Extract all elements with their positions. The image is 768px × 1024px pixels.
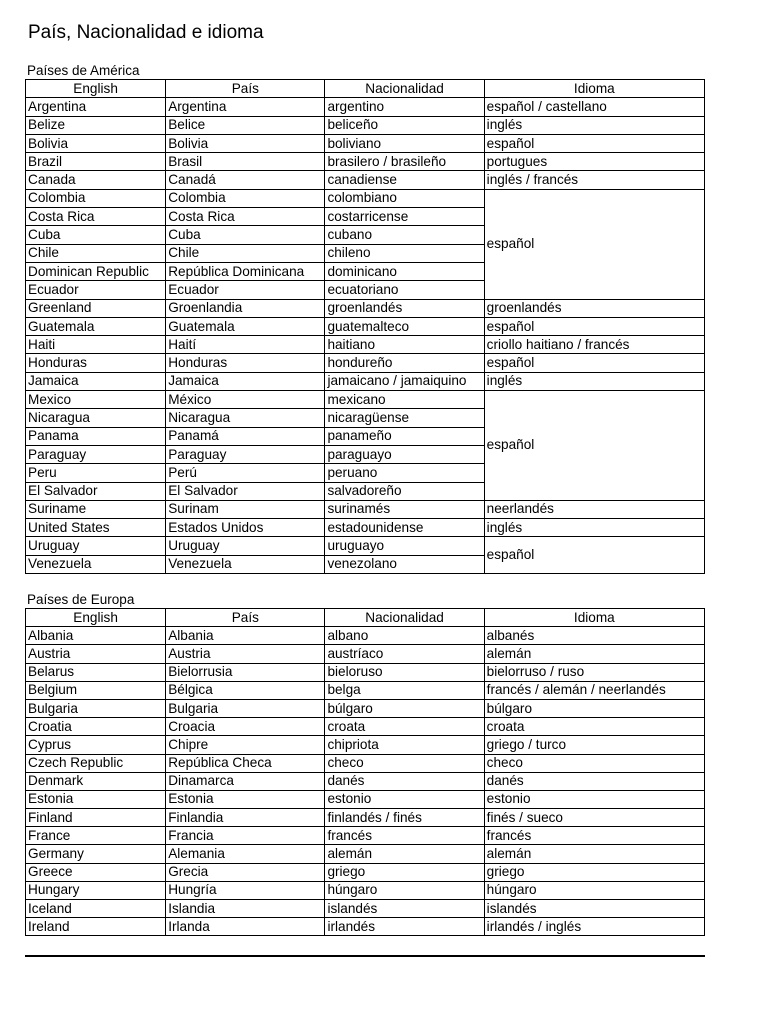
america-table — [25, 79, 705, 574]
header-english: English — [26, 80, 166, 98]
table-row — [26, 900, 705, 918]
cell-idioma: inglés — [484, 519, 704, 537]
bottom-divider — [25, 955, 705, 957]
cell-pais: El Salvador — [166, 482, 325, 500]
cell-nacionalidad: albano — [325, 627, 484, 645]
cell-idioma: inglés / francés — [484, 171, 704, 189]
cell-english: Albania — [26, 627, 166, 645]
cell-nacionalidad: beliceño — [325, 116, 484, 134]
table-row — [26, 372, 705, 390]
cell-nacionalidad: cubano — [325, 226, 484, 244]
table-row — [26, 519, 705, 537]
cell-idioma: criollo haitiano / francés — [484, 336, 704, 354]
cell-english: Cyprus — [26, 736, 166, 754]
cell-pais: Surinam — [166, 500, 325, 518]
cell-idioma: albanés — [484, 627, 704, 645]
cell-english: Denmark — [26, 772, 166, 790]
cell-nacionalidad: bieloruso — [325, 663, 484, 681]
cell-pais: Venezuela — [166, 555, 325, 573]
cell-nacionalidad: francés — [325, 827, 484, 845]
cell-pais: Dinamarca — [166, 772, 325, 790]
cell-nacionalidad: paraguayo — [325, 445, 484, 463]
cell-pais: Hungría — [166, 881, 325, 899]
cell-english: Belarus — [26, 663, 166, 681]
cell-english: Costa Rica — [26, 208, 166, 226]
europe-section — [25, 592, 705, 936]
cell-english: Chile — [26, 244, 166, 262]
cell-nacionalidad: islandés — [325, 900, 484, 918]
cell-pais: Uruguay — [166, 537, 325, 555]
cell-idioma: francés — [484, 827, 704, 845]
cell-idioma: francés / alemán / neerlandés — [484, 681, 704, 699]
cell-nacionalidad: uruguayo — [325, 537, 484, 555]
cell-nacionalidad: danés — [325, 772, 484, 790]
table-row — [26, 153, 705, 171]
cell-english: United States — [26, 519, 166, 537]
cell-pais: Groenlandia — [166, 299, 325, 317]
cell-pais: Colombia — [166, 189, 325, 207]
header-nacionalidad: Nacionalidad — [325, 609, 484, 627]
header-english: English — [26, 609, 166, 627]
cell-english: Jamaica — [26, 372, 166, 390]
cell-nacionalidad: ecuatoriano — [325, 281, 484, 299]
cell-english: Belize — [26, 116, 166, 134]
cell-idioma: groenlandés — [484, 299, 704, 317]
cell-nacionalidad: austríaco — [325, 645, 484, 663]
cell-english: Greece — [26, 863, 166, 881]
table-row — [26, 336, 705, 354]
cell-pais: Ecuador — [166, 281, 325, 299]
cell-nacionalidad: brasilero / brasileño — [325, 153, 484, 171]
cell-idioma: neerlandés — [484, 500, 704, 518]
cell-idioma: irlandés / inglés — [484, 918, 704, 936]
table-row — [26, 790, 705, 808]
cell-nacionalidad: búlgaro — [325, 699, 484, 717]
cell-nacionalidad: guatemalteco — [325, 317, 484, 335]
cell-nacionalidad: boliviano — [325, 134, 484, 152]
cell-nacionalidad: surinamés — [325, 500, 484, 518]
cell-english: Bulgaria — [26, 699, 166, 717]
table-row — [26, 317, 705, 335]
cell-pais: Argentina — [166, 98, 325, 116]
cell-pais: Paraguay — [166, 445, 325, 463]
cell-pais: Bélgica — [166, 681, 325, 699]
cell-nacionalidad: salvadoreño — [325, 482, 484, 500]
header-row — [26, 609, 705, 627]
europe-table — [25, 608, 705, 936]
cell-pais: Costa Rica — [166, 208, 325, 226]
cell-pais: Perú — [166, 464, 325, 482]
table-row — [26, 500, 705, 518]
cell-nacionalidad: colombiano — [325, 189, 484, 207]
table-row — [26, 645, 705, 663]
cell-idioma: croata — [484, 718, 704, 736]
cell-pais: Islandia — [166, 900, 325, 918]
cell-idioma: español — [484, 189, 704, 299]
table-row — [26, 881, 705, 899]
cell-idioma: inglés — [484, 116, 704, 134]
cell-nacionalidad: estonio — [325, 790, 484, 808]
cell-nacionalidad: chileno — [325, 244, 484, 262]
cell-english: Haiti — [26, 336, 166, 354]
cell-pais: República Checa — [166, 754, 325, 772]
cell-idioma: español — [484, 391, 704, 501]
cell-english: Suriname — [26, 500, 166, 518]
cell-idioma: estonio — [484, 790, 704, 808]
cell-pais: Brasil — [166, 153, 325, 171]
europe-rows — [26, 627, 705, 936]
cell-english: Czech Republic — [26, 754, 166, 772]
header-pais: País — [166, 80, 325, 98]
cell-nacionalidad: alemán — [325, 845, 484, 863]
cell-idioma: checo — [484, 754, 704, 772]
table-row — [26, 809, 705, 827]
cell-nacionalidad: estadounidense — [325, 519, 484, 537]
cell-nacionalidad: venezolano — [325, 555, 484, 573]
table-row — [26, 699, 705, 717]
cell-pais: Francia — [166, 827, 325, 845]
cell-nacionalidad: irlandés — [325, 918, 484, 936]
cell-english: Germany — [26, 845, 166, 863]
cell-pais: Panamá — [166, 427, 325, 445]
cell-pais: Alemania — [166, 845, 325, 863]
cell-english: El Salvador — [26, 482, 166, 500]
cell-pais: Croacia — [166, 718, 325, 736]
cell-pais: Nicaragua — [166, 409, 325, 427]
cell-english: Dominican Republic — [26, 262, 166, 280]
table-row — [26, 537, 705, 555]
cell-nacionalidad: croata — [325, 718, 484, 736]
cell-nacionalidad: griego — [325, 863, 484, 881]
cell-nacionalidad: chipriota — [325, 736, 484, 754]
table-row — [26, 299, 705, 317]
table-row — [26, 189, 705, 207]
cell-nacionalidad: belga — [325, 681, 484, 699]
cell-english: France — [26, 827, 166, 845]
table-row — [26, 863, 705, 881]
table-row — [26, 736, 705, 754]
cell-english: Iceland — [26, 900, 166, 918]
cell-nacionalidad: dominicano — [325, 262, 484, 280]
cell-english: Greenland — [26, 299, 166, 317]
cell-english: Paraguay — [26, 445, 166, 463]
cell-english: Venezuela — [26, 555, 166, 573]
cell-english: Mexico — [26, 391, 166, 409]
page-title: País, Nacionalidad e idioma — [28, 22, 264, 43]
cell-english: Austria — [26, 645, 166, 663]
cell-nacionalidad: panameño — [325, 427, 484, 445]
cell-nacionalidad: groenlandés — [325, 299, 484, 317]
america-section — [25, 63, 705, 574]
table-row — [26, 918, 705, 936]
cell-idioma: español — [484, 537, 704, 574]
cell-english: Belgium — [26, 681, 166, 699]
cell-nacionalidad: checo — [325, 754, 484, 772]
table-row — [26, 116, 705, 134]
cell-english: Uruguay — [26, 537, 166, 555]
cell-english: Hungary — [26, 881, 166, 899]
table-row — [26, 391, 705, 409]
table-row — [26, 98, 705, 116]
cell-english: Finland — [26, 809, 166, 827]
cell-english: Panama — [26, 427, 166, 445]
cell-idioma: inglés — [484, 372, 704, 390]
cell-nacionalidad: nicaragüense — [325, 409, 484, 427]
cell-pais: Finlandia — [166, 809, 325, 827]
table-row — [26, 663, 705, 681]
table-row — [26, 718, 705, 736]
cell-idioma: finés / sueco — [484, 809, 704, 827]
header-idioma: Idioma — [484, 609, 704, 627]
table-row — [26, 681, 705, 699]
cell-english: Canada — [26, 171, 166, 189]
america-caption: Países de América — [27, 63, 140, 78]
cell-english: Cuba — [26, 226, 166, 244]
cell-pais: Bulgaria — [166, 699, 325, 717]
cell-idioma: español — [484, 134, 704, 152]
cell-idioma: bielorruso / ruso — [484, 663, 704, 681]
cell-english: Guatemala — [26, 317, 166, 335]
cell-idioma: danés — [484, 772, 704, 790]
cell-idioma: español — [484, 317, 704, 335]
table-row — [26, 134, 705, 152]
cell-nacionalidad: costarricense — [325, 208, 484, 226]
cell-pais: Grecia — [166, 863, 325, 881]
cell-english: Peru — [26, 464, 166, 482]
cell-english: Croatia — [26, 718, 166, 736]
cell-idioma: islandés — [484, 900, 704, 918]
table-row — [26, 754, 705, 772]
cell-pais: Estados Unidos — [166, 519, 325, 537]
cell-nacionalidad: canadiense — [325, 171, 484, 189]
cell-english: Bolivia — [26, 134, 166, 152]
header-row — [26, 80, 705, 98]
cell-pais: Belice — [166, 116, 325, 134]
cell-nacionalidad: jamaicano / jamaiquino — [325, 372, 484, 390]
cell-nacionalidad: hondureño — [325, 354, 484, 372]
cell-pais: Bielorrusia — [166, 663, 325, 681]
cell-nacionalidad: argentino — [325, 98, 484, 116]
cell-pais: Cuba — [166, 226, 325, 244]
cell-idioma: español / castellano — [484, 98, 704, 116]
header-nacionalidad: Nacionalidad — [325, 80, 484, 98]
cell-idioma: griego / turco — [484, 736, 704, 754]
table-row — [26, 627, 705, 645]
cell-english: Estonia — [26, 790, 166, 808]
cell-english: Ireland — [26, 918, 166, 936]
cell-idioma: portugues — [484, 153, 704, 171]
table-row — [26, 772, 705, 790]
cell-english: Honduras — [26, 354, 166, 372]
cell-pais: Jamaica — [166, 372, 325, 390]
table-row — [26, 827, 705, 845]
cell-idioma: español — [484, 354, 704, 372]
cell-pais: República Dominicana — [166, 262, 325, 280]
header-pais: País — [166, 609, 325, 627]
europe-caption: Países de Europa — [27, 592, 135, 607]
cell-english: Nicaragua — [26, 409, 166, 427]
cell-nacionalidad: mexicano — [325, 391, 484, 409]
cell-pais: Irlanda — [166, 918, 325, 936]
cell-english: Argentina — [26, 98, 166, 116]
cell-idioma: búlgaro — [484, 699, 704, 717]
cell-pais: Bolivia — [166, 134, 325, 152]
cell-pais: Chipre — [166, 736, 325, 754]
cell-pais: Albania — [166, 627, 325, 645]
cell-pais: México — [166, 391, 325, 409]
cell-nacionalidad: húngaro — [325, 881, 484, 899]
america-rows — [26, 98, 705, 574]
cell-english: Brazil — [26, 153, 166, 171]
cell-pais: Estonia — [166, 790, 325, 808]
cell-idioma: húngaro — [484, 881, 704, 899]
cell-pais: Honduras — [166, 354, 325, 372]
header-idioma: Idioma — [484, 80, 704, 98]
cell-nacionalidad: peruano — [325, 464, 484, 482]
table-row — [26, 171, 705, 189]
table-row — [26, 354, 705, 372]
cell-idioma: alemán — [484, 645, 704, 663]
cell-idioma: alemán — [484, 845, 704, 863]
table-row — [26, 845, 705, 863]
cell-idioma: griego — [484, 863, 704, 881]
cell-english: Colombia — [26, 189, 166, 207]
cell-nacionalidad: finlandés / finés — [325, 809, 484, 827]
cell-pais: Haití — [166, 336, 325, 354]
cell-pais: Canadá — [166, 171, 325, 189]
cell-nacionalidad: haitiano — [325, 336, 484, 354]
cell-pais: Chile — [166, 244, 325, 262]
cell-pais: Guatemala — [166, 317, 325, 335]
cell-english: Ecuador — [26, 281, 166, 299]
cell-pais: Austria — [166, 645, 325, 663]
